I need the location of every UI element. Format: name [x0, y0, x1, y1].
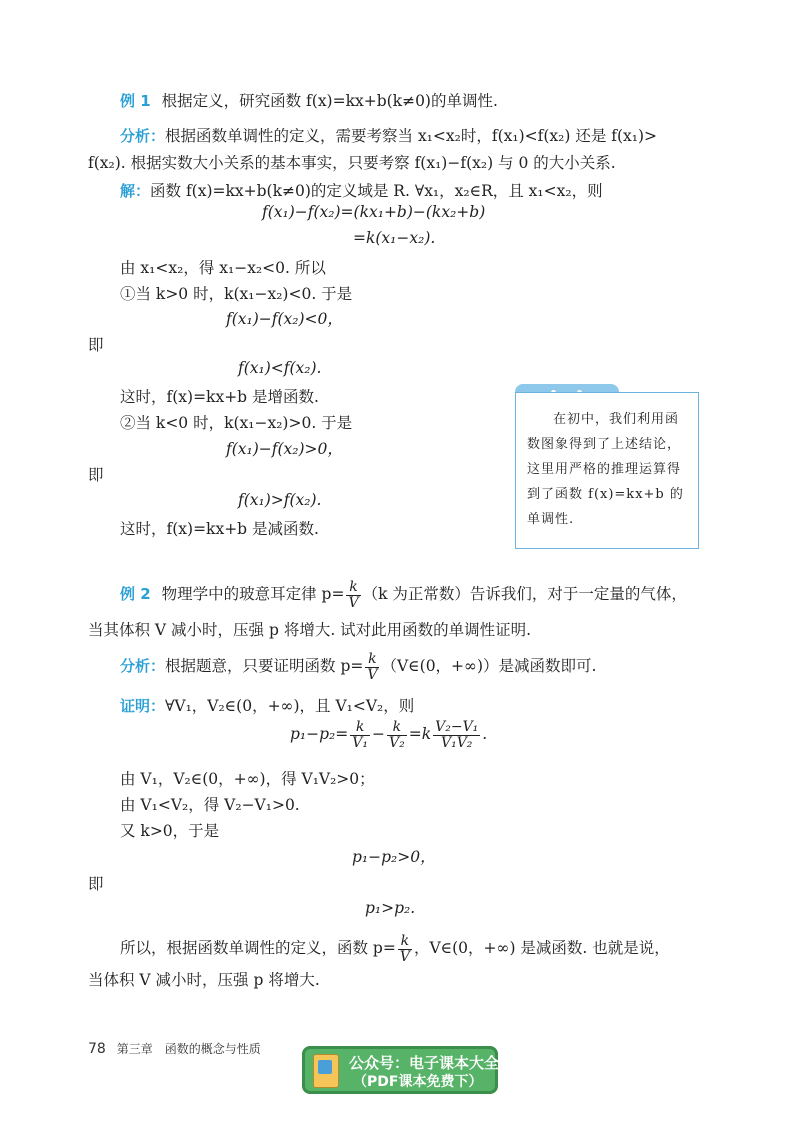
ji-2: 即 — [88, 466, 104, 484]
example-2-analysis — [120, 652, 596, 682]
ji-1: 即 — [88, 336, 104, 354]
fraction-k-over-v2: $\frac{k}{\text{V₂}}$ — [388, 719, 405, 751]
fraction-k-over-v: $\frac{k}{V}$ — [348, 579, 359, 611]
line-a: 由 x₁<x₂，得 x₁−x₂<0. 所以 — [120, 259, 326, 277]
pressure-equation: p₁−p₂= $\frac{k}{\text{V₁}}$ − $\frac{k}{\text{V₂}}$ =k $\frac{\text{V₂−V₁}}{\text{V₁V₂}}$ . — [290, 719, 488, 751]
line-d: 又 k>0，于是 — [120, 822, 220, 840]
example-2-label: 例 2 — [120, 585, 151, 604]
analysis-line-2: f(x₂). 根据实数大小关系的基本事实，只要考察 f(x₁)−f(x₂) 与 0 的大小关系. — [88, 154, 616, 172]
side-note-text: 在初中，我们利用函数图象得到了上述结论，这里用严格的推理运算得到了函数 f(x)=kx+b 的单调性. — [527, 412, 684, 527]
example-2-title-line-2: 当其体积 V 减小时，压强 p 将增大. 试对此用函数的单调性证明. — [88, 621, 532, 639]
case-1-equation-2: f(x₁)<f(x₂). — [238, 359, 322, 377]
conclusion-pre: 所以，根据函数单调性的定义，函数 p= — [120, 939, 396, 958]
page-footer — [88, 1039, 261, 1057]
case-2-conclusion: 这时，f(x)=kx+b 是减函数. — [120, 520, 319, 538]
fraction-k-over-v1: $\frac{k}{\text{V₁}}$ — [352, 719, 368, 751]
line-c: 由 V₁<V₂，得 V₂−V₁>0. — [120, 796, 300, 814]
case-2-equation: f(x₁)−f(x₂)>0， — [226, 440, 343, 458]
example-2-title-post: （k 为正常数）告诉我们，对于一定量的气体， — [362, 585, 687, 604]
equation-2: =k(x₁−x₂). — [353, 229, 436, 247]
example-1-solution — [120, 179, 603, 201]
analysis-label: 分析： — [120, 127, 166, 145]
example-1-heading — [120, 89, 498, 111]
p-inequality-2: p₁>p₂. — [365, 899, 416, 917]
fraction-diff-over-product: $\frac{\text{V₂−V₁}}{\text{V₁V₂}}$ — [435, 719, 479, 751]
watermark-line-1: 公众号：电子课本大全 — [349, 1054, 500, 1072]
solution-line-1: 函数 f(x)=kx+b(k≠0)的定义域是 R. ∀x₁，x₂∈R，且 x₁<x₂，则 — [150, 182, 603, 200]
example-2-title-pre: 物理学中的玻意耳定律 p= — [161, 585, 345, 604]
conclusion-line-2: 当体积 V 减小时，压强 p 将增大. — [88, 971, 320, 989]
example-2-proof — [120, 694, 414, 716]
example-1-title: 根据定义，研究函数 f(x)=kx+b(k≠0)的单调性. — [161, 92, 498, 110]
case-1-conclusion: 这时，f(x)=kx+b 是增函数. — [120, 388, 319, 406]
equation-1: f(x₁)−f(x₂)=(kx₁+b)−(kx₂+b) — [262, 203, 486, 221]
conclusion — [120, 934, 670, 964]
analysis-line-1: 根据函数单调性的定义，需要考察当 x₁<x₂时，f(x₁)<f(x₂) 还是 f(x₁)> — [165, 127, 658, 145]
analysis-pre: 根据题意，只要证明函数 p= — [165, 657, 364, 676]
proof-line-1: ∀V₁，V₂∈(0，+∞)，且 V₁<V₂，则 — [165, 697, 415, 715]
fraction-k-over-v: $\frac{k}{V}$ — [367, 651, 378, 683]
analysis-post: （V∈(0，+∞)）是减函数即可. — [381, 657, 597, 676]
watermark-badge — [302, 1046, 498, 1094]
analysis-label-2: 分析： — [120, 657, 166, 676]
ji-3: 即 — [88, 875, 104, 893]
conclusion-post: ，V∈(0，+∞) 是减函数. 也就是说， — [413, 939, 670, 958]
proof-label: 证明： — [120, 697, 166, 715]
case-1-equation: f(x₁)−f(x₂)<0， — [226, 310, 343, 328]
fraction-k-over-v: $\frac{k}{V}$ — [399, 933, 410, 965]
example-1-analysis — [120, 124, 657, 146]
watermark-line-2: （PDF课本免费下） — [353, 1074, 483, 1090]
solution-label: 解： — [120, 182, 151, 200]
chapter-title: 第三章 函数的概念与性质 — [116, 1042, 261, 1056]
case-2-equation-2: f(x₁)>f(x₂). — [238, 491, 322, 509]
page-number: 78 — [88, 1041, 106, 1057]
book-icon — [313, 1054, 339, 1088]
case-2: ②当 k<0 时，k(x₁−x₂)>0. 于是 — [120, 414, 353, 432]
p-inequality: p₁−p₂>0， — [352, 848, 436, 866]
case-1: ①当 k>0 时，k(x₁−x₂)<0. 于是 — [120, 285, 353, 303]
example-1-label: 例 1 — [120, 92, 151, 110]
side-note — [515, 392, 699, 549]
line-b: 由 V₁，V₂∈(0，+∞)，得 V₁V₂>0； — [120, 770, 375, 788]
example-2-heading — [120, 580, 687, 610]
